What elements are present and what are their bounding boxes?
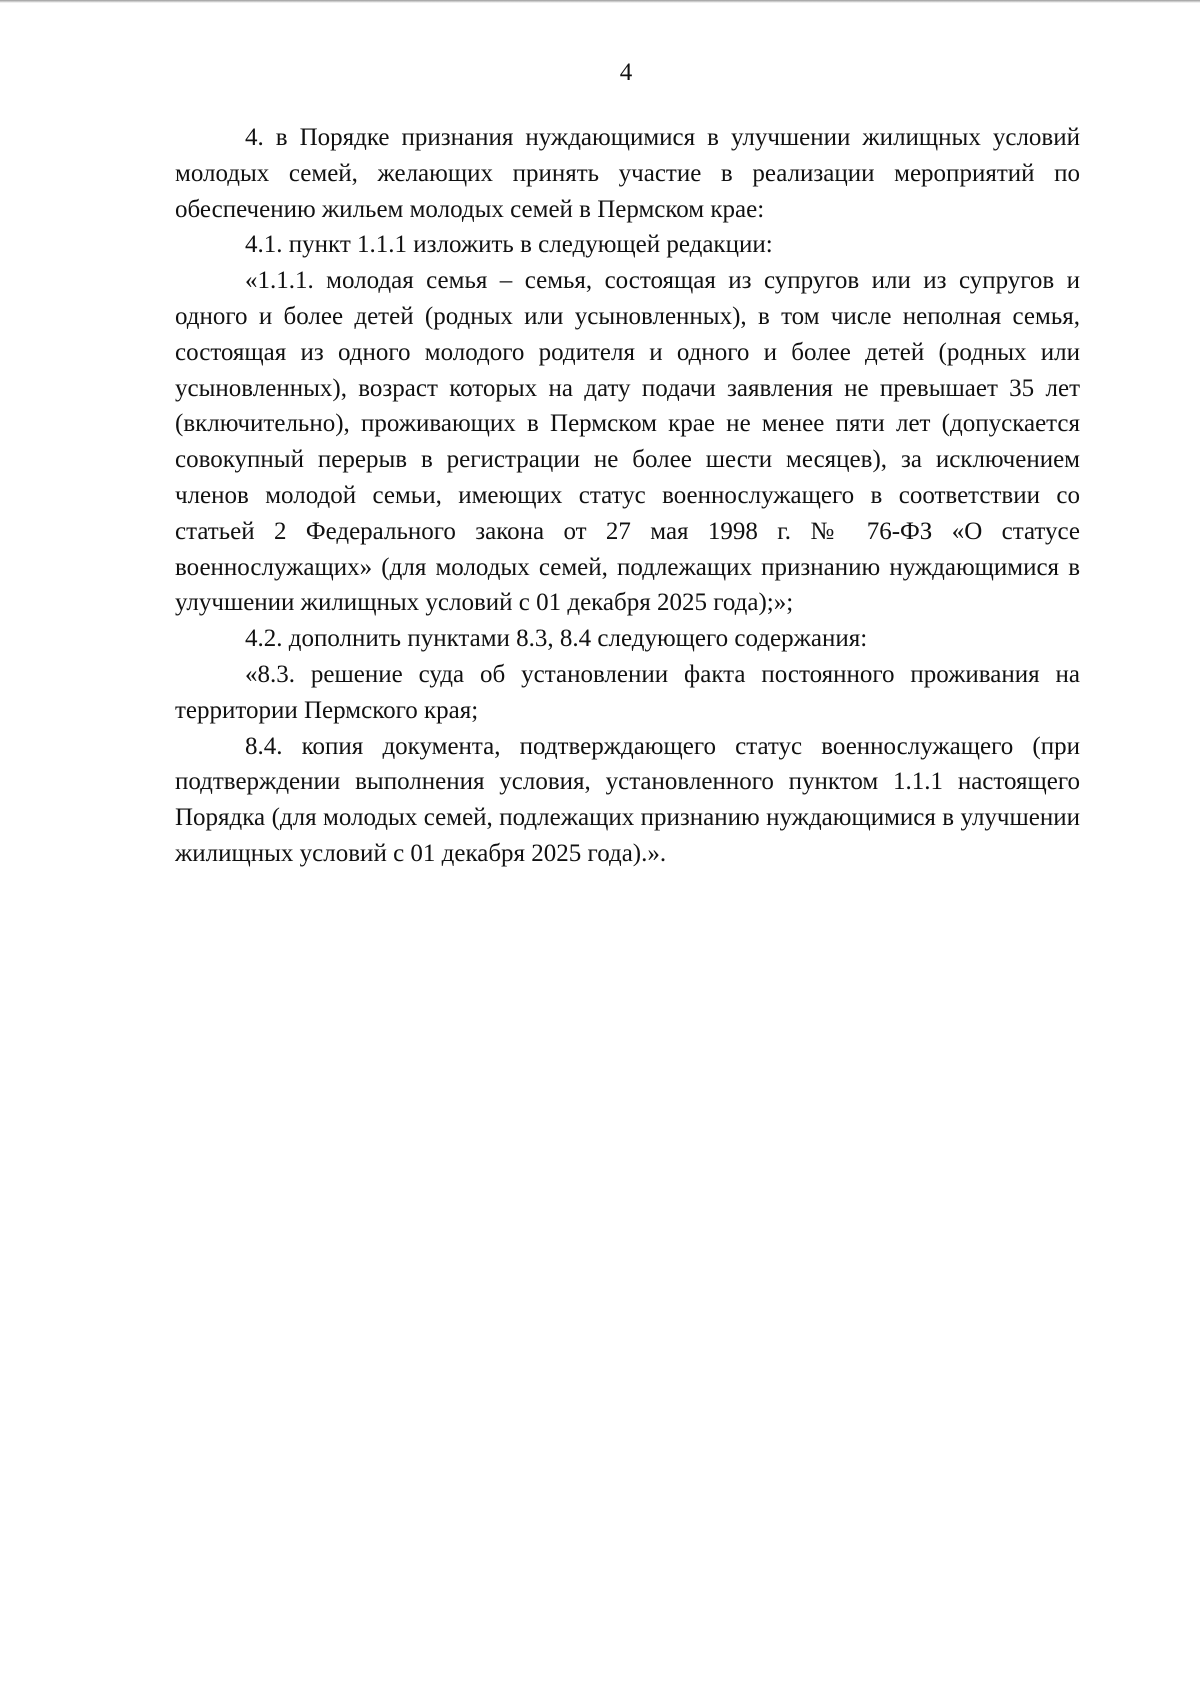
paragraph-4-1: 4.1. пункт 1.1.1 изложить в следующей редакции: xyxy=(245,231,773,259)
scan-edge xyxy=(0,0,1200,3)
paragraph-4-2: 4.2. дополнить пунктами 8.3, 8.4 следующего содержания: xyxy=(245,625,868,653)
paragraph-1-1-1-quote: «1.1.1. молодая семья – семья, состоящая из супругов или из супругов и одного и более детей (родных или усыновленных), в том числе неполная семья, состоящая из одного молодого родителя и одного и более детей (родных или усыновленных), возраст которых на дату подачи заявления не превышает 35 лет (включительно), проживающих в Пермском крае не менее пяти лет (допускается совокупный перерыв в регистрации не более шести месяцев), за исключением членов молодой семьи, имеющих статус военнослужащего в соответствии со статьей 2 Федерального закона от 27 мая 1998 г. № 76-ФЗ «О статусе военнослужащих» (для молодых семей, подлежащих признанию нуждающимися в улучшении жилищных условий с 01 декабря 2025 года);»; xyxy=(175,267,1080,617)
page-number: 4 xyxy=(619,59,633,86)
paragraph-8-3-quote: «8.3. решение суда об установлении факта постоянного проживания на территории Пермского края; xyxy=(175,660,1080,724)
paragraph-4: 4. в Порядке признания нуждающимися в улучшении жилищных условий молодых семей, желающих принять участие в реализации мероприятий по обеспечению жильем молодых семей в Пермском крае: xyxy=(175,124,1080,223)
paragraph-8-4: 8.4. копия документа, подтверждающего статус военнослужащего (при подтверждении выполнения условия, установленного пунктом 1.1.1 настоящего Порядка (для молодых семей, подлежащих признанию нуждающимися в улучшении жилищных условий с 01 декабря 2025 года).». xyxy=(175,732,1080,867)
document-body xyxy=(175,120,1080,872)
